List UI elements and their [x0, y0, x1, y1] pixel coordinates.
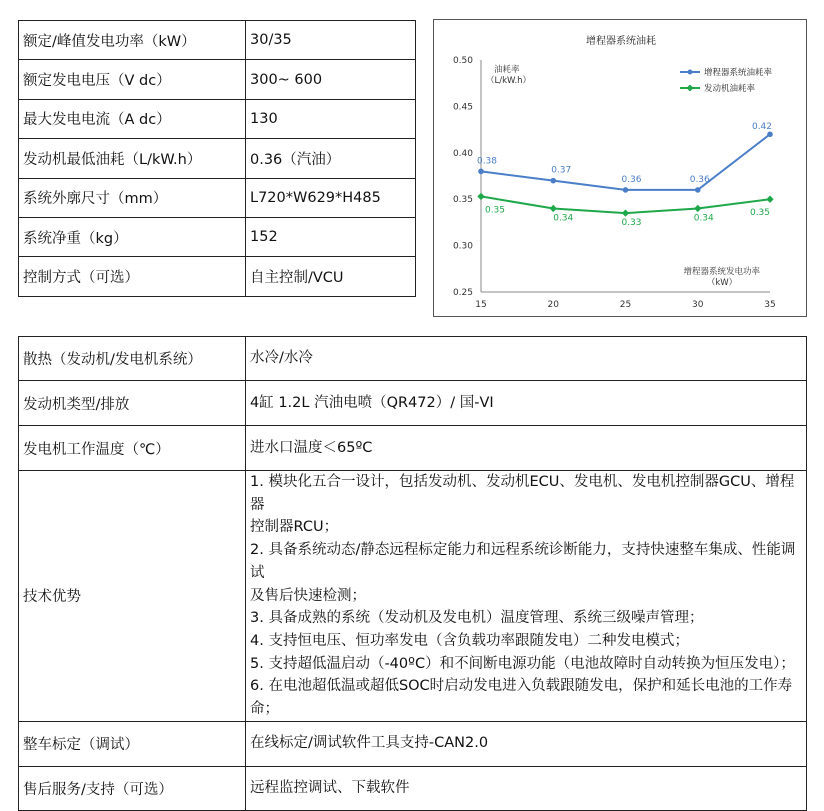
- data-label: 0.34: [693, 213, 714, 224]
- legend-marker: [686, 84, 693, 91]
- data-point: [478, 169, 484, 175]
- table-row: [19, 217, 416, 256]
- row-value: 152: [246, 217, 416, 256]
- data-point: [623, 187, 629, 193]
- row-label: 系统外廓尺寸（mm）: [19, 178, 246, 217]
- y-tick-label: 0.30: [452, 241, 473, 252]
- data-point: [694, 205, 701, 212]
- data-point: [766, 196, 773, 203]
- row-value: 水冷/水冷: [246, 337, 807, 381]
- tech-line: 4. 支持恒电压、恒功率发电（含负载功率跟随发电）二种发电模式；: [250, 632, 689, 649]
- row-label: 控制方式（可选）: [19, 257, 246, 296]
- row-value: 30/35: [246, 21, 416, 60]
- x-tick-label: 15: [475, 300, 487, 310]
- tech-line: 控制器RCU；: [250, 519, 339, 536]
- detail-table: [18, 336, 807, 811]
- data-point: [695, 187, 701, 193]
- row-label: 额定/峰值发电功率（kW）: [19, 21, 246, 60]
- x-tick-label: 35: [764, 300, 776, 310]
- table-row: [19, 721, 807, 766]
- table-row: [19, 178, 416, 217]
- row-label: 发动机类型/排放: [19, 381, 246, 426]
- data-label: 0.37: [551, 165, 572, 176]
- tech-line: 命；: [250, 701, 279, 718]
- chart-svg: [434, 20, 808, 318]
- data-point: [550, 178, 556, 184]
- data-point: [767, 131, 773, 137]
- data-label: 0.33: [621, 218, 642, 229]
- spec-table: [18, 20, 416, 297]
- row-value: L720*W629*H485: [246, 178, 416, 217]
- tech-line: 3. 具备成熟的系统（发动机及发电机）温度管理、系统三级噪声管理；: [250, 610, 704, 627]
- table-row: [19, 766, 807, 810]
- row-value: 远程监控调试、下载软件: [246, 766, 807, 810]
- data-label: 0.34: [553, 213, 574, 224]
- row-value: 进水口温度＜65ºC: [246, 426, 807, 471]
- data-point: [622, 209, 629, 216]
- table-row: [19, 60, 416, 99]
- table-row: [19, 337, 807, 381]
- row-value: 在线标定/调试软件工具支持-CAN2.0: [246, 721, 807, 766]
- row-label: 系统净重（kg）: [19, 217, 246, 256]
- x-tick-label: 30: [692, 300, 704, 310]
- legend-marker: [688, 70, 693, 75]
- data-label: 0.38: [476, 156, 498, 167]
- row-label: 整车标定（调试）: [19, 721, 246, 766]
- row-value: 0.36（汽油）: [246, 139, 416, 178]
- y-tick-label: 0.50: [452, 56, 473, 66]
- table-row: [19, 99, 416, 138]
- data-point: [550, 205, 557, 212]
- data-label: 0.42: [751, 122, 773, 133]
- tech-advantages: [246, 471, 807, 722]
- row-value: 300~ 600: [246, 60, 416, 99]
- data-label: 0.35: [749, 208, 771, 219]
- x-axis-label: （kW）: [706, 278, 738, 288]
- row-label: 售后服务/支持（可选）: [19, 766, 246, 810]
- y-tick-label: 0.25: [452, 288, 473, 298]
- row-value: 4缸 1.2L 汽油电喷（QR472）/ 国-VI: [246, 381, 807, 426]
- tech-line: 及售后快速检测；: [250, 587, 366, 604]
- table-row: [19, 471, 807, 722]
- y-tick-label: 0.45: [452, 102, 473, 113]
- table-row: [19, 257, 416, 296]
- fuel-consumption-chart: [433, 19, 807, 317]
- table-row: [19, 381, 807, 426]
- tech-line: 5. 支持超低温启动（-40ºC）和不间断电源功能（电池故障时自动转换为恒压发电）；: [250, 655, 795, 672]
- y-tick-label: 0.35: [452, 195, 473, 206]
- chart-title: 增程器系统油耗: [586, 36, 656, 47]
- table-row: [19, 426, 807, 471]
- x-tick-label: 25: [619, 300, 632, 310]
- legend-label: 增程器系统油耗率: [704, 68, 773, 78]
- table-row: [19, 21, 416, 60]
- tech-line: 6. 在电池超低温或超低SOC时启动发电进入负载跟随发电，保护和延长电池的工作寿: [250, 678, 793, 695]
- legend-label: 发动机油耗率: [704, 84, 756, 94]
- x-tick-label: 20: [547, 300, 559, 310]
- y-tick-label: 0.40: [452, 148, 473, 159]
- row-label: 发电机工作温度（℃）: [19, 426, 246, 471]
- row-value: 自主控制/VCU: [246, 257, 416, 296]
- table-row: [19, 139, 416, 178]
- row-value: 130: [246, 99, 416, 138]
- row-label: 发动机最低油耗（L/kW.h）: [19, 139, 246, 178]
- data-label: 0.36: [621, 174, 642, 185]
- x-axis-label: 增程器系统发电功率: [683, 267, 760, 277]
- data-label: 0.35: [484, 205, 506, 216]
- row-label: 技术优势: [19, 471, 246, 722]
- data-label: 0.36: [689, 174, 710, 185]
- tech-line: 2. 具备系统动态/静态远程标定能力和远程系统诊断能力，支持快速整车集成、性能调试: [250, 542, 796, 581]
- y-axis-label: （L/kW.h）: [486, 76, 532, 86]
- tech-line: 1. 模块化五合一设计，包括发动机、发动机ECU、发电机、发电机控制器GCU、增程器: [250, 474, 795, 513]
- row-label: 散热（发动机/发电机系统）: [19, 337, 246, 381]
- y-axis-label: 油耗率: [494, 65, 520, 75]
- row-label: 额定发电电压（V dc）: [19, 60, 246, 99]
- row-label: 最大发电电流（A dc）: [19, 99, 246, 138]
- data-point: [477, 193, 484, 200]
